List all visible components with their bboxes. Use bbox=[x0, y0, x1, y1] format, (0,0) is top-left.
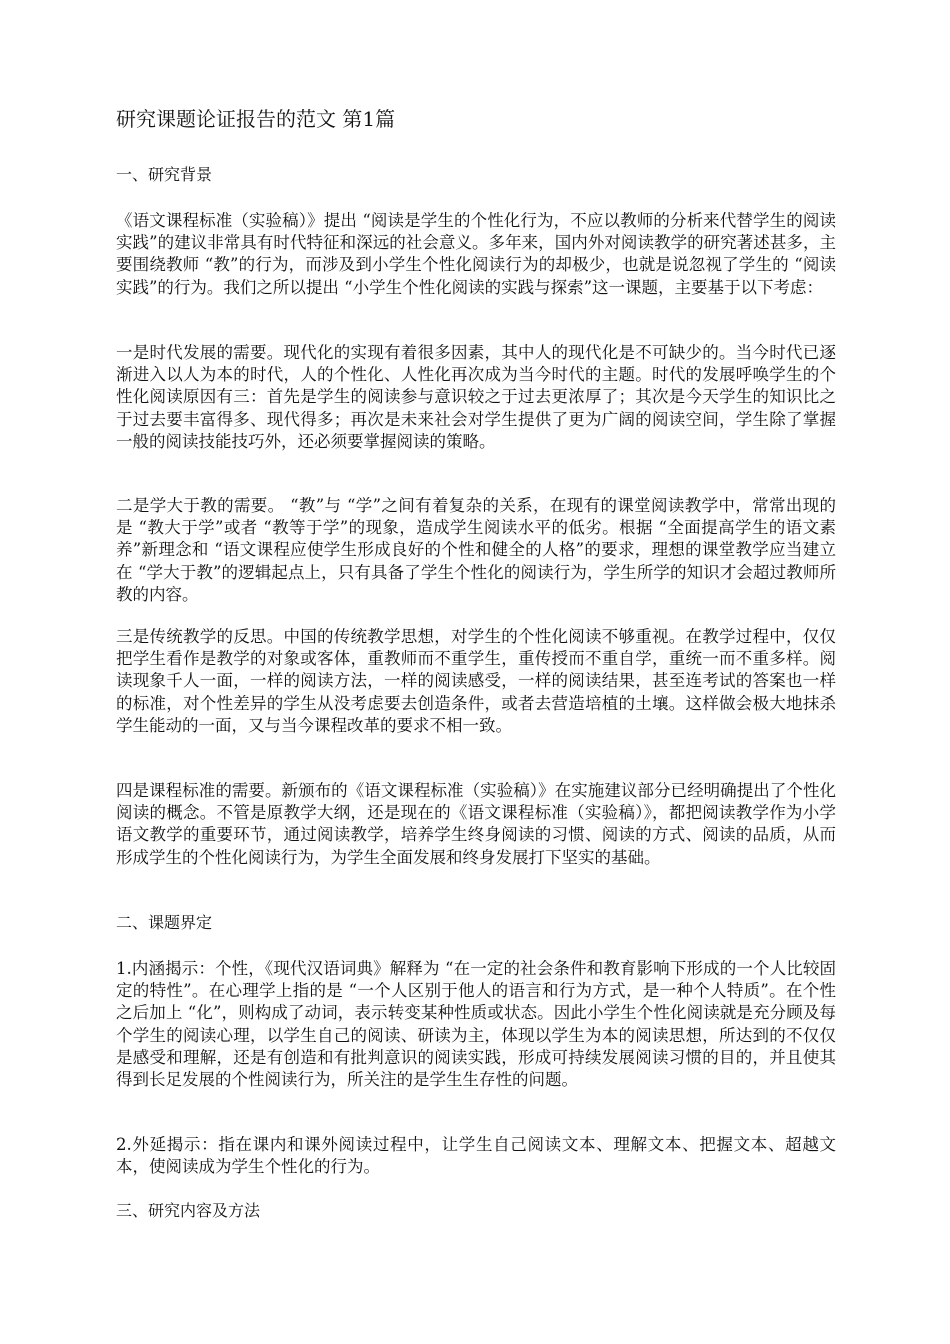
section-heading-definition: 二、课题界定 bbox=[116, 913, 213, 932]
paragraph-point-2: 二是学大于教的需要。 “教”与 “学”之间有着复杂的关系，在现有的课堂阅读教学中，常常出现的是 “教大于学”或者 “教等于学”的现象，造成学生阅读水平的低劣。根据 “全面提高学生的语文素养”新理念和 “语文课程应使学生形成良好的个性和健全的人格”的要求，理想的课堂教学应当建立在 “学大于教”的逻辑起点上，只有具备了学生个性化的阅读行为，学生所学的知识才会超过教师所教的内容。 bbox=[116, 496, 836, 604]
paragraph-definition-1: 1.内涵揭示：个性，《现代汉语词典》解释为 “在一定的社会条件和教育影响下形成的一个人比较固定的特性”。在心理学上指的是 “一个人区别于他人的语言和行为方式，是一种个人特质”。在个性之后加上 “化”，则构成了动词，表示转变某种性质或状态。因此小学生个性化阅读就是充分顾及每个学生的阅读心理，以学生自己的阅读、研读为主，体现以学生为本的阅读思想，所达到的不仅仅是感受和理解，还是有创造和有批判意识的阅读实践，形成可持续发展阅读习惯的目的，并且使其得到长足发展的个性阅读行为，所关注的是学生生存性的问题。 bbox=[116, 959, 836, 1090]
document-title: 研究课题论证报告的范文 第1篇 bbox=[116, 107, 396, 131]
section-heading-content-methods: 三、研究内容及方法 bbox=[116, 1201, 261, 1220]
paragraph-point-3: 三是传统教学的反思。中国的传统教学思想，对学生的个性化阅读不够重视。在教学过程中，仅仅把学生看作是教学的对象或客体，重教师而不重学生，重传授而不重自学，重统一而不重多样。阅读现象千人一面，一样的阅读方法，一样的阅读感受，一样的阅读结果，甚至连考试的答案也一样的标准，对个性差异的学生从没考虑要去创造条件，或者去营造培植的土壤。这样做会极大地抹杀学生能动的一面，又与当今课程改革的要求不相一致。 bbox=[116, 627, 836, 735]
paragraph-intro: 《语文课程标准（实验稿）》提出 “阅读是学生的个性化行为，不应以教师的分析来代替学生的阅读实践”的建议非常具有时代特征和深远的社会意义。多年来，国内外对阅读教学的研究著述甚多，主要围绕教师 “教”的行为，而涉及到小学生个性化阅读行为的却极少，也就是说忽视了学生的 “阅读实践”的行为。我们之所以提出 “小学生个性化阅读的实践与探索”这一课题，主要基于以下考虑： bbox=[116, 211, 836, 297]
paragraph-point-4: 四是课程标准的需要。新颁布的《语文课程标准（实验稿）》在实施建议部分已经明确提出了个性化阅读的概念。不管是原教学大纲，还是现在的《语文课程标准（实验稿）》，都把阅读教学作为小学语文教学的重要环节，通过阅读教学，培养学生终身阅读的习惯、阅读的方式、阅读的品质，从而形成学生的个性化阅读行为，为学生全面发展和终身发展打下坚实的基础。 bbox=[116, 781, 836, 867]
paragraph-point-1: 一是时代发展的需要。现代化的实现有着很多因素，其中人的现代化是不可缺少的。当今时代已逐渐进入以人为本的时代，人的个性化、人性化再次成为当今时代的主题。时代的发展呼唤学生的个性化阅读原因有三：首先是学生的阅读参与意识较之于过去更浓厚了；其次是今天学生的知识比之于过去要丰富得多、现代得多；再次是未来社会对学生提供了更为广阔的阅读空间，学生除了掌握一般的阅读技能技巧外，还必须要掌握阅读的策略。 bbox=[116, 343, 836, 451]
paragraph-definition-2: 2.外延揭示：指在课内和课外阅读过程中，让学生自己阅读文本、理解文本、把握文本、超越文本，使阅读成为学生个性化的行为。 bbox=[116, 1135, 836, 1177]
section-heading-background: 一、研究背景 bbox=[116, 165, 213, 184]
